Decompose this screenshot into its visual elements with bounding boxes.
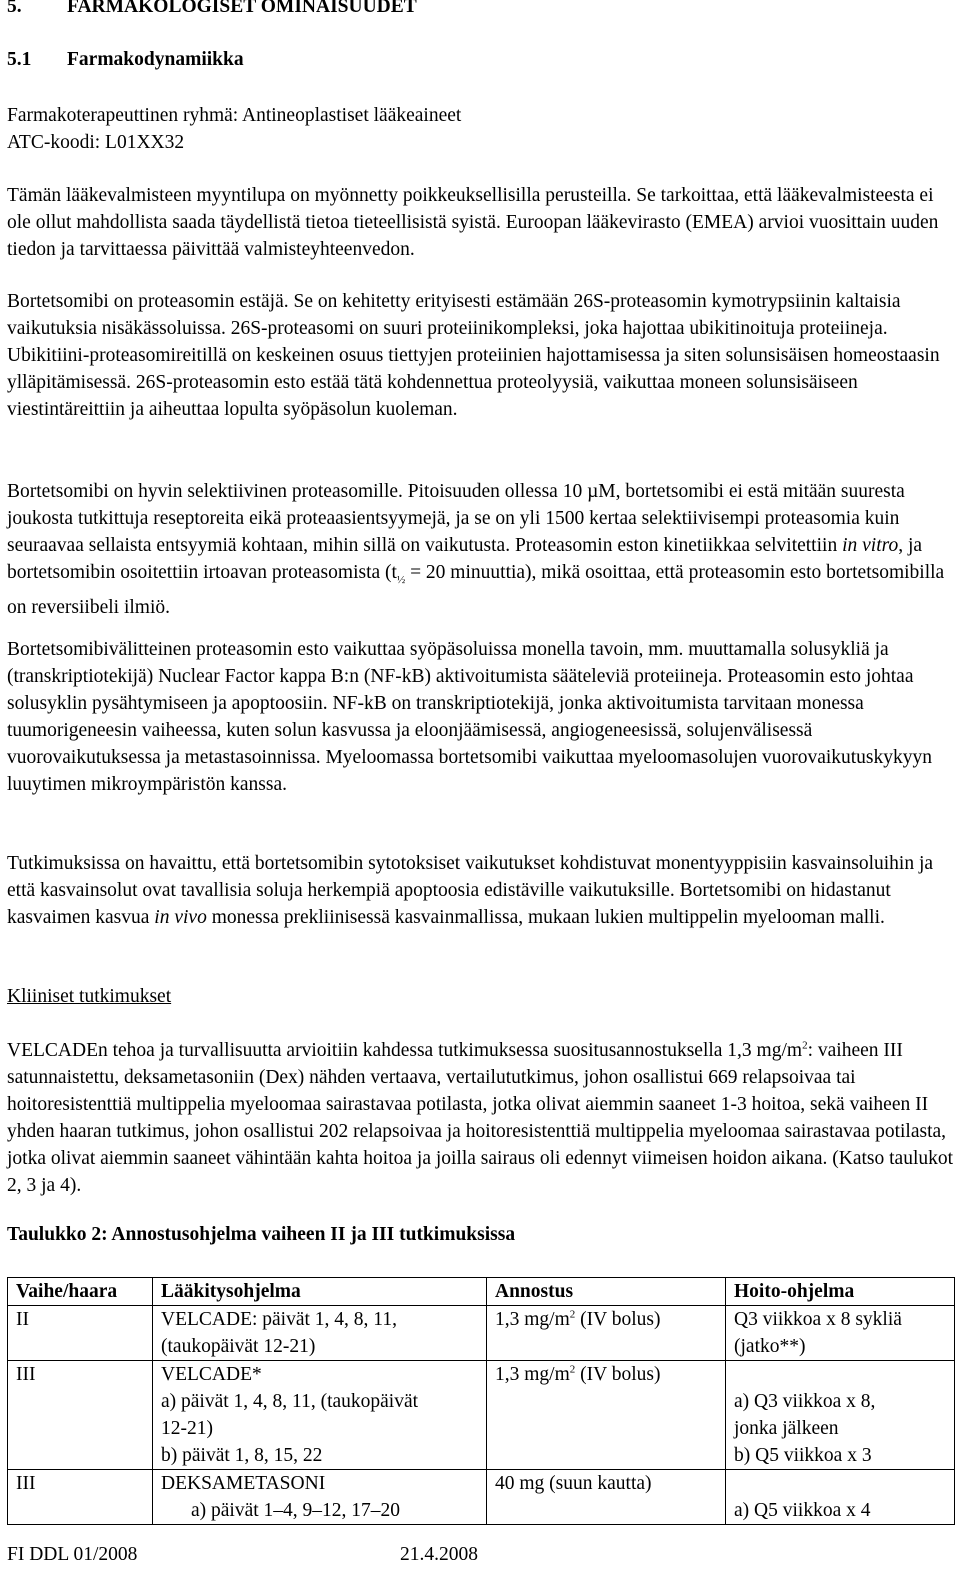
clinical-studies-heading: Kliiniset tutkimukset (7, 986, 172, 1007)
table-header-row (8, 1278, 955, 1306)
section-number: 5. (7, 0, 22, 17)
subsection-title (7, 49, 244, 71)
cell-phase: III (8, 1470, 153, 1525)
table-row (8, 1470, 955, 1525)
cell-dose: 1,3 $mg/m^2$ (IV bolus) (487, 1306, 726, 1361)
footer-document-code: FI DDL 01/2008 (7, 1544, 138, 1565)
paragraph-nfkb: Bortetsomibivälitteinen proteasomin esto vaikuttaa syöpäsoluissa monella tavoin, mm. muuttamalla solusykliä ja (transkriptiotekijä) Nuclear Factor kappa B:n (NF-kB) aktivoitumista sääteleviä proteiineja. Proteasomin esto johtaa solusyklin pysähtymiseen ja apoptoosiin. NF-kB on transkriptiotekijä, jonka aktivoitumista tarvitaan monessa tuumorigeneesin vaiheessa, kuten solun kasvussa ja eloonjäämisessä, angiogeneesissä, solujenvälisessä vuorovaikutuksessa ja metastasoinnissa. Myeloomassa bortetsomibi vaikuttaa myeloomasolujen vuorovaikutuskykyyn luuytimen mikroympäristön kanssa. (7, 639, 933, 795)
cell-schedule: Q3 viikkoa x 8 sykliä (jatko**) (726, 1306, 955, 1361)
section-title (7, 0, 417, 18)
subsection-number: 5.1 (7, 49, 32, 70)
paragraph-selectivity: Bortetsomibi on hyvin selektiivinen proteasomille. Pitoisuuden ollessa 10 µM, bortetsomibi ei estä mitään suuresta joukosta tutkittuja reseptoreita eikä proteaasientsyymejä, ja se on yli 1500 kertaa selektiivisempi proteasomia kuin seuraavaa sellaista entsyymiä kohtaan, mihin sillä on vaikutusta. Proteasomin eston kinetiikkaa selvitettiin in vitro, ja bortetsomibin osoitettiin irtoavan proteasomista ($t_{\frac{1}{2}} = 20$ minuuttia), mikä osoittaa, että proteasomin esto bortetsomibilla on reversiibeli ilmiö. (7, 481, 945, 618)
column-header-schedule: Hoito-ohjelma (726, 1278, 955, 1306)
cell-dose: 1,3 $mg/m^2$ (IV bolus) (487, 1361, 726, 1470)
table-title: Taulukko 2: Annostusohjelma vaiheen II ja III tutkimuksissa (7, 1224, 516, 1245)
table-row (8, 1361, 955, 1470)
cell-regimen: VELCADE* a) päivät 1, 4, 8, 11, (taukopäivät 12-21) b) päivät 1, 8, 15, 22 (153, 1361, 487, 1470)
cell-schedule: a) Q5 viikkoa x 4 (726, 1470, 955, 1525)
cell-schedule: a) Q3 viikkoa x 8, jonka jälkeen b) Q5 viikkoa x 3 (726, 1361, 955, 1470)
dosing-table (7, 1277, 955, 1525)
paragraph-clinical: VELCADEn tehoa ja turvallisuutta arvioitiin kahdessa tutkimuksessa suositusannostuksella 1,3 $mg/m^2$: vaiheen III satunnaistettu, deksametasoniin (Dex) nähden vertaava, vertailututkimus, johon osallistui 669 relapsoivaa tai hoitoresistenttiä multippelia myeloomaa sairastavaa potilasta, jotka olivat aiemmin saaneet 1-3 hoitoa, sekä vaiheen II yhden haaran tutkimus, johon osallistui 202 relapsoivaa ja hoitoresistenttiä multippelia myeloomaa sairastavaa potilasta, jotka olivat aiemmin saaneet vähintään kahta hoitoa ja joilla sairaus oli edennyt viimeisen hoidon aikana. (Katso taulukot 2, 3 ja 4). (7, 1039, 954, 1196)
table-row (8, 1306, 955, 1361)
cell-regimen: VELCADE: päivät 1, 4, 8, 11, (taukopäivät 12-21) (153, 1306, 487, 1361)
cell-phase: II (8, 1306, 153, 1361)
atc-code: ATC-koodi: L01XX32 (7, 132, 185, 153)
section-title-text: FARMAKOLOGISET OMINAISUUDET (67, 0, 417, 17)
column-header-phase: Vaihe/haara (8, 1278, 153, 1306)
paragraph-mechanism: Bortetsomibi on proteasomin estäjä. Se on kehitetty erityisesti estämään 26S-proteasomin kymotrypsiinin kaltaisia vaikutuksia nisäkässoluissa. 26S-proteasomi on suuri proteiinikompleksi, joka hajottaa ubikitinoituja proteiineja. Ubikitiini-proteasomireitillä on keskeinen osuus tiettyjen proteiinien hajottamisessa ja siten solunsisäisen homeostaasin ylläpitämisessä. 26S-proteasomin esto estää tätä kohdennettua proteolyysiä, vaikuttaa moneen solunsisäiseen viestintäreittiin ja aiheuttaa lopulta syöpäsolun kuoleman. (7, 291, 940, 420)
cell-regimen: DEKSAMETASONI a) päivät 1–4, 9–12, 17–20 (153, 1470, 487, 1525)
cell-phase: III (8, 1361, 153, 1470)
paragraph-cytotoxic: Tutkimuksissa on havaittu, että bortetsomibin sytotoksiset vaikutukset kohdistuvat monentyyppisiin kasvainsoluihin ja että kasvainsolut ovat tavallisia soluja herkempiä apoptoosia edistäville vaikutuksille. Bortetsomibi on hidastanut kasvaimen kasvua in vivo monessa prekliinisessä kasvainmallissa, mukaan lukien multippelin myelooman malli. (7, 853, 934, 928)
subsection-title-text: Farmakodynamiikka (67, 49, 244, 70)
column-header-dose: Annostus (487, 1278, 726, 1306)
footer-date: 21.4.2008 (400, 1544, 478, 1565)
paragraph-marketing-authorisation: Tämän lääkevalmisteen myyntilupa on myönnetty poikkeuksellisilla perusteilla. Se tarkoittaa, että lääkevalmisteesta ei ole ollut mahdollista saada täydellistä tietoa tieteellisistä syistä. Euroopan lääkevirasto (EMEA) arvioi vuosittain uuden tiedon ja tarvittaessa päivittää valmisteyhteenvedon. (7, 185, 939, 260)
therapeutic-group: Farmakoterapeuttinen ryhmä: Antineoplastiset lääkeaineet (7, 105, 462, 126)
column-header-regimen: Lääkitysohjelma (153, 1278, 487, 1306)
cell-dose: 40 mg (suun kautta) (487, 1470, 726, 1525)
